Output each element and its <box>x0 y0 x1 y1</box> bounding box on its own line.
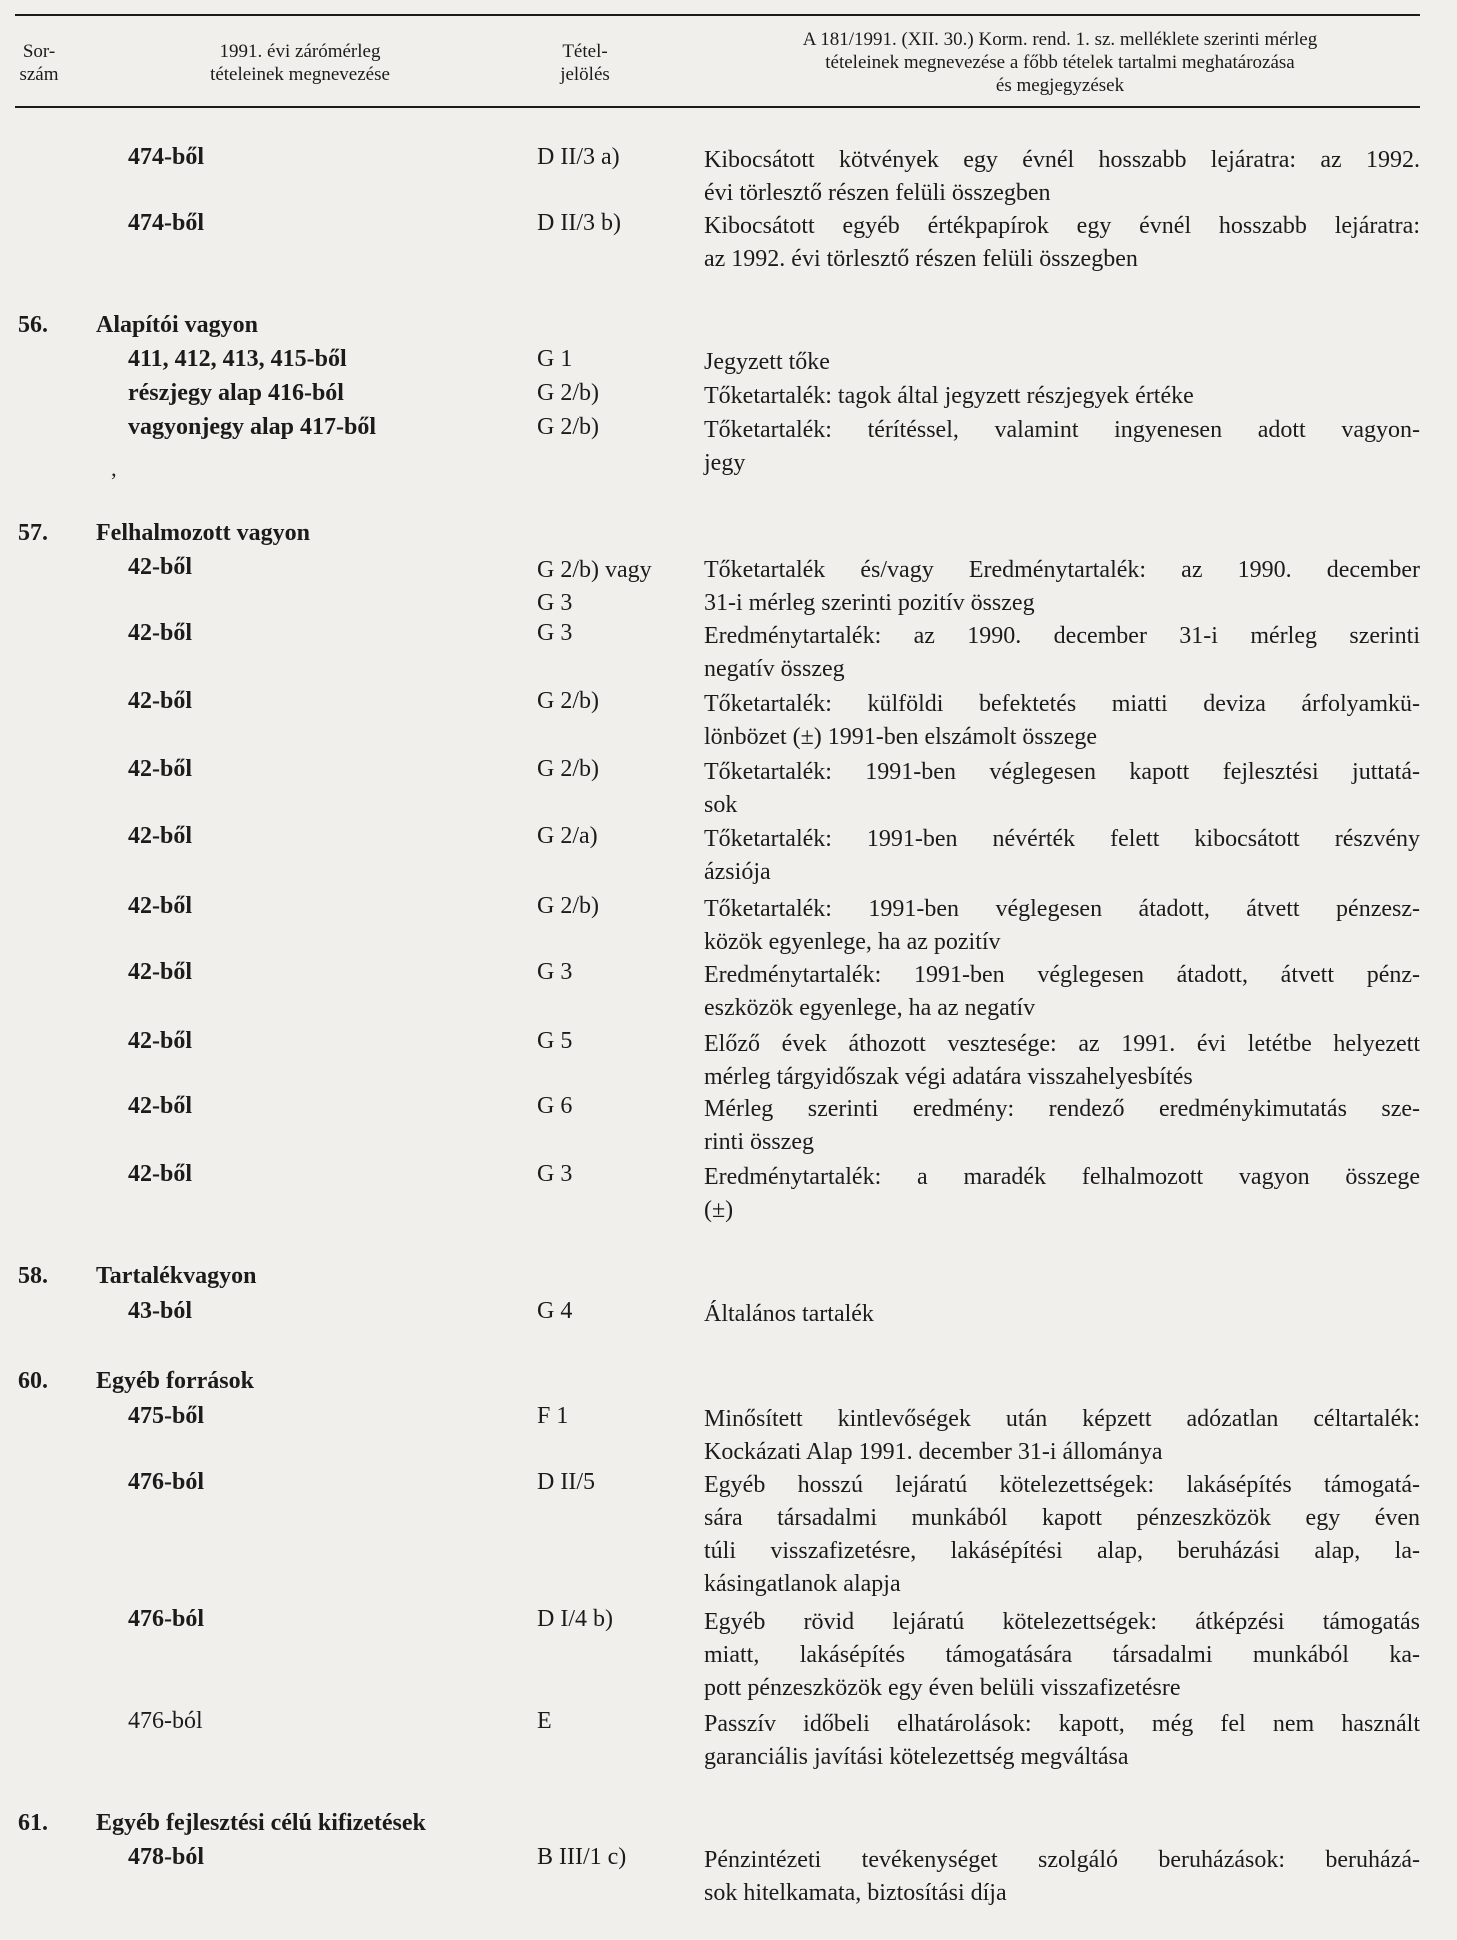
item-code-line: D II/3 b) <box>537 210 621 236</box>
item-code-line: F 1 <box>537 1403 569 1429</box>
item-code <box>537 1298 572 1325</box>
item-code-line: G 3 <box>537 620 573 646</box>
item-code <box>537 1028 572 1055</box>
source-account: 478-ból <box>128 1844 205 1870</box>
item-code <box>537 1469 595 1496</box>
item-description <box>704 414 1420 480</box>
description-line: Tőketartalék: 1991-ben véglegesen átadott, átvett pénzesz- <box>704 896 1420 922</box>
item-description <box>704 823 1420 889</box>
section-number: 56. <box>18 312 48 338</box>
description-line: negatív összeg <box>704 656 845 682</box>
item-description <box>704 210 1420 276</box>
section-title: Egyéb fejlesztési célú kifizetések <box>96 1810 426 1836</box>
description-line: Passzív időbeli elhatárolások: kapott, még fel nem használt <box>704 1711 1420 1737</box>
description-line: rinti összeg <box>704 1129 814 1155</box>
description-line: Kibocsátott egyéb értékpapírok egy évnél hosszabb lejáratra: <box>704 213 1420 239</box>
source-account: 42-ből <box>128 1028 193 1054</box>
item-description <box>704 1606 1420 1705</box>
item-code-line: G 3 <box>537 590 573 616</box>
item-description <box>704 144 1420 210</box>
description-line: az 1992. évi törlesztő részen felüli összegben <box>704 246 1138 272</box>
item-description <box>704 554 1420 620</box>
header-text: A 181/1991. (XII. 30.) Korm. rend. 1. sz. melléklete szerinti mérleg <box>802 29 1318 50</box>
description-line: közök egyenlege, ha az pozitív <box>704 929 1001 955</box>
section-title: Tartalékvagyon <box>96 1263 257 1289</box>
description-line: évi törlesztő részen felüli összegben <box>704 180 1051 206</box>
item-code-line: G 4 <box>537 1298 573 1324</box>
source-account: 476-ból <box>128 1708 203 1734</box>
item-code <box>537 554 652 620</box>
description-line: Tőketartalék: térítéssel, valamint ingyenesen adott vagyon- <box>704 417 1420 443</box>
section-number: 57. <box>18 520 48 546</box>
header-text: szám <box>19 64 59 85</box>
item-code-line: G 2/b) vagy <box>537 557 652 583</box>
source-account: 42-ből <box>128 554 193 580</box>
item-code <box>537 1606 613 1633</box>
section-title: Egyéb források <box>96 1368 254 1394</box>
header-text: tételeinek megnevezése <box>210 64 390 85</box>
section-number: 61. <box>18 1810 48 1836</box>
source-account: 42-ből <box>128 823 193 849</box>
item-code-line: G 2/b) <box>537 893 599 919</box>
item-description <box>704 1708 1420 1774</box>
header-text: Tétel- <box>562 41 608 62</box>
item-code-line: G 6 <box>537 1093 573 1119</box>
source-account: 42-ből <box>128 1093 193 1119</box>
item-code-line: D II/5 <box>537 1469 595 1495</box>
description-line: sára társadalmi munkából kapott pénzeszközök egy éven <box>704 1505 1420 1531</box>
stray-mark: ’ <box>110 468 118 493</box>
header-text: jelölés <box>560 64 610 85</box>
item-description <box>704 1028 1420 1094</box>
header-text: tételeinek megnevezése a főbb tételek tartalmi meghatározása <box>825 52 1295 73</box>
source-account: vagyonjegy alap 417-ből <box>128 414 377 440</box>
item-description <box>704 688 1420 754</box>
header-text: 1991. évi zárómérleg <box>219 41 381 62</box>
header-text: Sor- <box>22 41 56 62</box>
item-description <box>704 1469 1420 1601</box>
description-line: Kibocsátott kötvények egy évnél hosszabb lejáratra: az 1992. <box>704 147 1420 173</box>
description-line: túli visszafizetésre, lakásépítési alap, beruházási alap, la- <box>704 1538 1420 1564</box>
description-line: Eredménytartalék: a maradék felhalmozott vagyon összege <box>704 1164 1420 1190</box>
source-account: 42-ből <box>128 959 193 985</box>
description-line: Jegyzett tőke <box>704 349 830 375</box>
description-line: Tőketartalék: 1991-ben névérték felett kibocsátott részvény <box>704 826 1420 852</box>
source-account: 42-ből <box>128 1161 193 1187</box>
description-line: Minősített kintlevőségek után képzett adózatlan céltartalék: <box>704 1406 1420 1432</box>
item-code-line: G 2/b) <box>537 380 599 406</box>
item-code <box>537 893 599 920</box>
item-code <box>537 1844 626 1871</box>
source-account: részjegy alap 416-ból <box>128 380 344 406</box>
description-line: eszközök egyenlege, ha az negatív <box>704 995 1036 1021</box>
description-line: Egyéb hosszú lejáratú kötelezettségek: lakásépítés támogatá- <box>704 1472 1420 1498</box>
item-code <box>537 756 599 783</box>
section-number: 60. <box>18 1368 48 1394</box>
item-description <box>704 1844 1420 1910</box>
item-code-line: G 3 <box>537 959 573 985</box>
item-code <box>537 1708 552 1735</box>
top-rule <box>15 14 1420 16</box>
source-account: 42-ből <box>128 620 193 646</box>
source-account: 476-ból <box>128 1469 205 1495</box>
item-code <box>537 144 620 171</box>
description-line: garanciális javítási kötelezettség megváltása <box>704 1744 1129 1770</box>
item-code-line: G 2/b) <box>537 414 599 440</box>
item-code <box>537 1093 572 1120</box>
description-line: miatt, lakásépítés támogatására társadalmi munkából ka- <box>704 1642 1420 1668</box>
description-line: mérleg tárgyidőszak végi adatára visszahelyesbítés <box>704 1064 1193 1090</box>
header-col-megnevezes <box>160 40 440 86</box>
item-code <box>537 346 572 373</box>
description-line: jegy <box>704 450 746 476</box>
item-description <box>704 620 1420 686</box>
item-description <box>704 1298 1420 1331</box>
source-account: 42-ből <box>128 688 193 714</box>
item-code-line: G 2/b) <box>537 688 599 714</box>
item-description <box>704 756 1420 822</box>
item-code <box>537 688 599 715</box>
item-description <box>704 1161 1420 1227</box>
item-code <box>537 823 598 850</box>
header-col-teteljeloles <box>545 40 625 86</box>
item-description <box>704 346 1420 379</box>
item-description <box>704 1093 1420 1159</box>
description-line: 31-i mérleg szerinti pozitív összeg <box>704 590 1035 616</box>
description-line: Kockázati Alap 1991. december 31-i állománya <box>704 1439 1163 1465</box>
item-code-line: G 2/a) <box>537 823 598 849</box>
item-description <box>704 380 1420 413</box>
source-account: 42-ből <box>128 756 193 782</box>
header-rule <box>15 106 1420 108</box>
description-line: sok <box>704 792 738 818</box>
source-account: 476-ból <box>128 1606 205 1632</box>
description-line: lönbözet (±) 1991-ben elszámolt összege <box>704 724 1098 750</box>
item-code-line: B III/1 c) <box>537 1844 627 1870</box>
description-line: Egyéb rövid lejáratú kötelezettségek: átképzési támogatás <box>704 1609 1420 1635</box>
item-code <box>537 1161 572 1188</box>
description-line: Eredménytartalék: az 1990. december 31-i mérleg szerinti <box>704 623 1420 649</box>
section-title: Alapítói vagyon <box>96 312 259 338</box>
description-line: (±) <box>704 1197 734 1223</box>
description-line: Általános tartalék <box>704 1301 874 1327</box>
header-col-sorszam <box>14 40 64 86</box>
item-code <box>537 210 621 237</box>
section-number: 58. <box>18 1263 48 1289</box>
item-code <box>537 380 599 407</box>
item-code-line: G 2/b) <box>537 756 599 782</box>
source-account: 43-ból <box>128 1298 193 1324</box>
description-line: Pénzintézeti tevékenységet szolgáló beruházások: beruházá- <box>704 1847 1420 1873</box>
description-line: sok hitelkamata, biztosítási díja <box>704 1880 1007 1906</box>
item-code-line: D I/4 b) <box>537 1606 613 1632</box>
description-line: Tőketartalék: 1991-ben véglegesen kapott fejlesztési juttatá- <box>704 759 1420 785</box>
item-code <box>537 959 572 986</box>
item-code <box>537 414 599 441</box>
source-account: 474-ből <box>128 210 205 236</box>
item-description <box>704 893 1420 959</box>
item-code-line: G 1 <box>537 346 573 372</box>
description-line: Előző évek áthozott vesztesége: az 1991. évi letétbe helyezett <box>704 1031 1420 1057</box>
item-description <box>704 1403 1420 1469</box>
description-line: pott pénzeszközök egy éven belüli visszafizetésre <box>704 1675 1181 1701</box>
header-text: és megjegyzések <box>995 75 1125 96</box>
description-line: kásingatlanok alapja <box>704 1571 901 1597</box>
item-description <box>704 959 1420 1025</box>
description-line: Tőketartalék: tagok által jegyzett részjegyek értéke <box>704 383 1194 409</box>
item-code <box>537 1403 568 1430</box>
item-code-line: G 3 <box>537 1161 573 1187</box>
description-line: Tőketartalék: külföldi befektetés miatti deviza árfolyamkü- <box>704 691 1420 717</box>
description-line: Tőketartalék és/vagy Eredménytartalék: az 1990. december <box>704 557 1420 583</box>
item-code-line: D II/3 a) <box>537 144 620 170</box>
description-line: ázsiója <box>704 859 771 885</box>
item-code-line: E <box>537 1708 552 1734</box>
source-account: 475-ből <box>128 1403 205 1429</box>
item-code-line: G 5 <box>537 1028 573 1054</box>
description-line: Mérleg szerinti eredmény: rendező eredménykimutatás sze- <box>704 1096 1420 1122</box>
item-code <box>537 620 572 647</box>
section-title: Felhalmozott vagyon <box>96 520 310 546</box>
source-account: 42-ből <box>128 893 193 919</box>
source-account: 474-ből <box>128 144 205 170</box>
description-line: Eredménytartalék: 1991-ben véglegesen átadott, átvett pénz- <box>704 962 1420 988</box>
source-account: 411, 412, 413, 415-ből <box>128 346 347 372</box>
header-col-melleklet <box>700 28 1420 97</box>
